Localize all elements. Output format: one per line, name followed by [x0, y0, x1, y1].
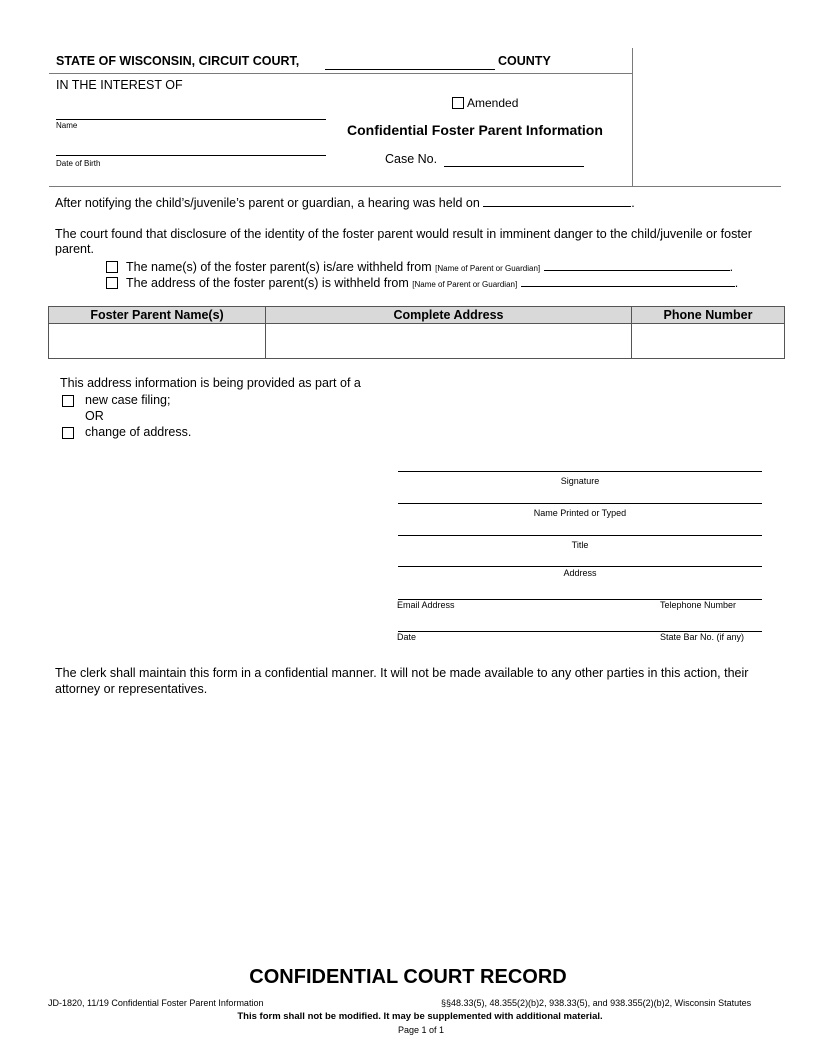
dob-label: Date of Birth: [56, 159, 101, 168]
signature-line[interactable]: [398, 471, 762, 472]
address-withheld-text: The address of the foster parent(s) is withheld from: [126, 276, 409, 290]
col-complete-address: Complete Address: [266, 307, 632, 324]
hearing-date-line[interactable]: [483, 195, 631, 207]
name-printed-line[interactable]: [398, 503, 762, 504]
amended-label: Amended: [467, 96, 519, 110]
address-withheld-line[interactable]: [521, 275, 735, 287]
address-withheld-checkbox[interactable]: [106, 277, 118, 289]
county-blank[interactable]: [325, 69, 495, 70]
form-title: Confidential Foster Parent Information: [347, 122, 603, 138]
form-id: JD-1820, 11/19 Confidential Foster Parent Information: [48, 998, 264, 1008]
table-row: [49, 324, 785, 359]
page-number: Page 1 of 1: [397, 1025, 445, 1035]
complete-address-cell[interactable]: [266, 324, 632, 359]
address-label: Address: [563, 568, 597, 578]
name-printed-label: Name Printed or Typed: [533, 508, 627, 518]
title-line[interactable]: [398, 535, 762, 536]
statutes: §§48.33(5), 48.355(2)(b)2, 938.33(5), and 938.355(2)(b)2, Wisconsin Statutes: [441, 998, 752, 1008]
names-withheld-checkbox[interactable]: [106, 261, 118, 273]
names-withheld-text: The name(s) of the foster parent(s) is/are withheld from: [126, 260, 432, 274]
names-withheld-row: [126, 259, 733, 274]
change-of-address-checkbox[interactable]: [62, 427, 74, 439]
phone-number-cell[interactable]: [632, 324, 785, 359]
header-vertical-divider: [632, 48, 633, 186]
table-header-row: [49, 307, 785, 324]
hearing-statement: [55, 195, 635, 210]
name-label: Name: [56, 121, 78, 130]
new-case-filing-checkbox[interactable]: [62, 395, 74, 407]
name-line[interactable]: [56, 119, 326, 120]
confidential-court-record: CONFIDENTIAL COURT RECORD: [249, 966, 567, 988]
date-label: Date: [397, 632, 417, 642]
address-withheld-row: [126, 275, 738, 290]
case-no-label: Case No.: [385, 152, 438, 166]
names-withheld-period: .: [729, 260, 734, 274]
address-line[interactable]: [398, 566, 762, 567]
col-foster-parent-names: Foster Parent Name(s): [49, 307, 266, 324]
in-interest-of-label: IN THE INTEREST OF: [56, 78, 183, 92]
address-withheld-period: .: [734, 276, 739, 290]
dob-line[interactable]: [56, 155, 326, 156]
email-address-label: Email Address: [397, 600, 455, 610]
header-divider: [49, 73, 632, 74]
telephone-number-label: Telephone Number: [660, 600, 737, 610]
hearing-text: After notifying the child’s/juvenile’s parent or guardian, a hearing was held on: [55, 196, 480, 210]
state-bar-label: State Bar No. (if any): [660, 632, 745, 642]
state-court-label: STATE OF WISCONSIN, CIRCUIT COURT,: [56, 54, 300, 68]
address-info-intro: This address information is being provided as part of a: [60, 376, 361, 390]
header-bottom-rule: [49, 186, 781, 187]
court-finding: The court found that disclosure of the identity of the foster parent would result in imminent danger to the child/juvenile or foster parent.: [55, 227, 752, 256]
names-withheld-line[interactable]: [544, 259, 730, 271]
amended-checkbox[interactable]: [452, 97, 464, 109]
address-withheld-hint: [Name of Parent or Guardian]: [412, 280, 518, 289]
names-withheld-hint: [Name of Parent or Guardian]: [435, 264, 541, 273]
title-label: Title: [571, 540, 589, 550]
footer-notice: This form shall not be modified. It may be supplemented with additional material.: [237, 1011, 603, 1022]
or-label: OR: [85, 409, 104, 423]
change-of-address-label: change of address.: [85, 425, 192, 439]
new-case-filing-label: new case filing;: [85, 393, 171, 407]
county-label: COUNTY: [498, 54, 551, 68]
foster-parent-table: [48, 306, 785, 359]
foster-parent-names-cell[interactable]: [49, 324, 266, 359]
col-phone-number: Phone Number: [632, 307, 785, 324]
signature-label: Signature: [560, 476, 600, 486]
clerk-note: The clerk shall maintain this form in a confidential manner. It will not be made available to any other parties in this action, their attorney or representatives.: [55, 666, 749, 696]
hearing-period: .: [631, 196, 635, 210]
case-no-line[interactable]: [444, 166, 584, 167]
